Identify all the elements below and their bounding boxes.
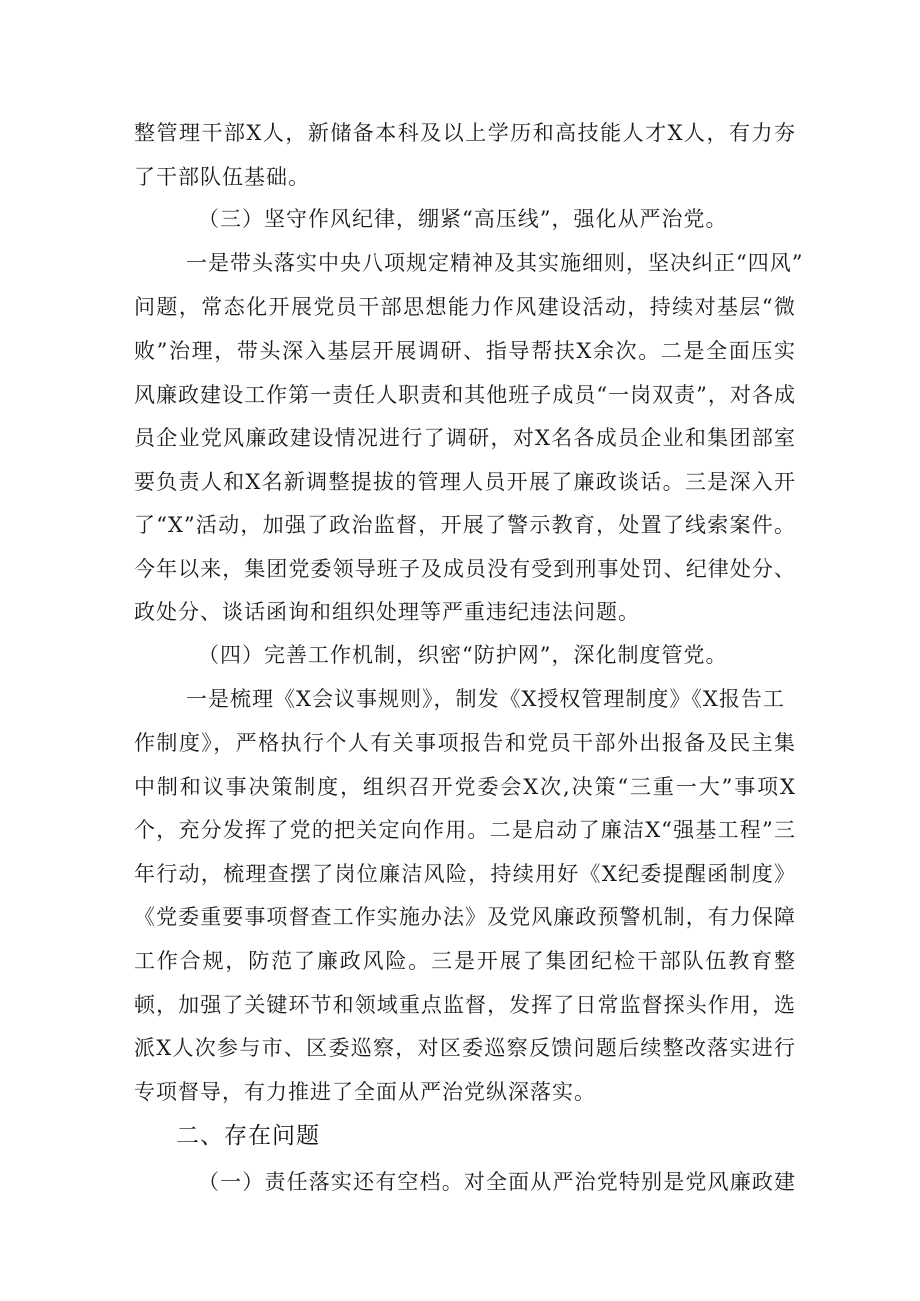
paragraph-line-18: 年行动，梳理查摆了岗位廉洁风险，持续用好《X纪委提醒函制度》 [134, 862, 796, 886]
paragraph-line-15: 作制度》，严格执行个人有关事项报告和党员干部外出报备及民主集 [134, 731, 796, 755]
paragraph-line-14: 一是梳理《X会议事规则》，制发《X授权管理制度》《X报告工 [186, 687, 785, 711]
paragraph-line-21: 顿，加强了关键环节和领域重点监督，发挥了日常监督探头作用，选 [134, 993, 796, 1017]
paragraph-line-16: 中制和议事决策制度，组织召开党委会X次,决策“三重一大”事项X [134, 775, 796, 799]
paragraph-line-19: 《党委重要事项督查工作实施办法》及党风廉政预警机制，有力保障 [134, 905, 796, 929]
paragraph-line-1: 整管理干部X人，新储备本科及以上学历和高技能人才X人，有力夯 [134, 121, 796, 145]
paragraph-line-5: 问题，常态化开展党员干部思想能力作风建设活动，持续对基层“微 [134, 295, 796, 319]
paragraph-line-11: 今年以来，集团党委领导班子及成员没有受到刑事处罚、纪律处分、 [134, 557, 796, 581]
paragraph-line-last: （一）责任落实还有空档。对全面从严治党特别是党风廉政建 [198, 1170, 796, 1194]
paragraph-line-20: 工作合规，防范了廉政风险。三是开展了集团纪检干部队伍教育整 [134, 949, 796, 973]
paragraph-line-22: 派X人次参与市、区委巡察，对区委巡察反馈问题后续整改落实进行 [134, 1036, 796, 1060]
subheading-4: （四）完善工作机制，织密“防护网”，深化制度管党。 [198, 643, 728, 667]
paragraph-line-7: 风廉政建设工作第一责任人职责和其他班子成员“一岗双责”，对各成 [134, 383, 796, 407]
paragraph-line-9: 要负责人和X名新调整提拔的管理人员开展了廉政谈话。三是深入开 [134, 470, 796, 494]
paragraph-line-23: 专项督导，有力推进了全面从严治党纵深落实。 [134, 1080, 596, 1104]
paragraph-line-12: 政处分、谈话函询和组织处理等严重违纪违法问题。 [134, 600, 640, 624]
paragraph-line-8: 员企业党风廉政建设情况进行了调研，对X名各成员企业和集团部室 [134, 426, 796, 450]
subheading-3: （三）坚守作风纪律，绷紧“高压线”，强化从严治党。 [198, 207, 728, 231]
paragraph-line-17: 个，充分发挥了党的把关定向作用。二是启动了廉洁X“强基工程”三 [134, 818, 796, 842]
paragraph-line-4: 一是带头落实中央八项规定精神及其实施细则，坚决纠正“四风” [186, 251, 804, 275]
paragraph-line-2: 了干部队伍基础。 [134, 165, 310, 189]
paragraph-line-6: 败”治理，带头深入基层开展调研、指导帮扶X余次。二是全面压实 [134, 339, 796, 363]
paragraph-line-10: 了“X”活动，加强了政治监督，开展了警示教育，处置了线索案件。 [134, 513, 796, 537]
section-heading: 二、存在问题 [176, 1123, 320, 1149]
